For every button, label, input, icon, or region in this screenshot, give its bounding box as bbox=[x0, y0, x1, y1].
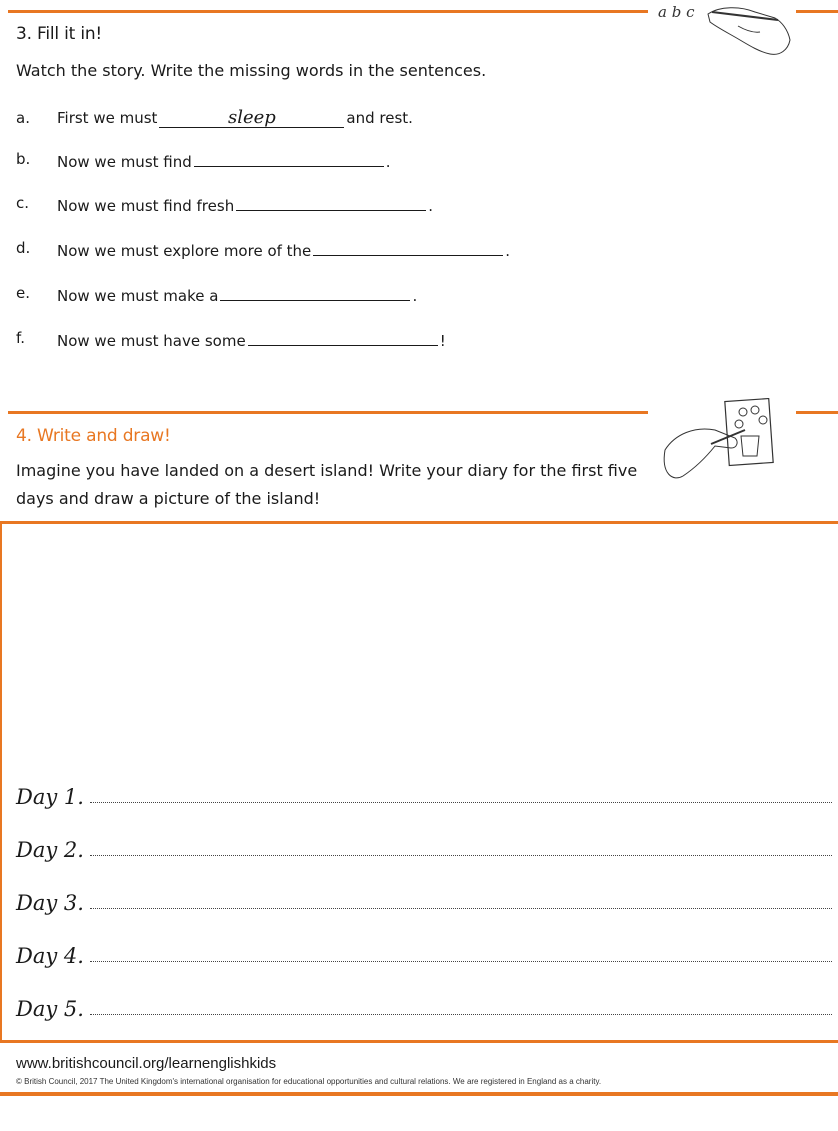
item-letter: b. bbox=[16, 150, 31, 168]
item-text-after: . bbox=[385, 153, 391, 171]
item-text-after: . bbox=[505, 242, 511, 260]
item-text-before: Now we must find bbox=[57, 153, 192, 171]
answer-blank-e[interactable] bbox=[220, 284, 410, 301]
item-letter: e. bbox=[16, 284, 30, 302]
diary-day-3-line[interactable] bbox=[90, 908, 832, 909]
item-text-after: . bbox=[412, 287, 418, 305]
section4-top-rule-right bbox=[796, 411, 838, 414]
item-text-before: First we must bbox=[57, 109, 158, 127]
section3-instruction: Watch the story. Write the missing words in the sentences. bbox=[16, 61, 487, 80]
item-text-after: . bbox=[428, 197, 433, 215]
item-text-after: and rest. bbox=[346, 109, 413, 127]
answer-blank-d[interactable] bbox=[313, 239, 503, 256]
section3-top-rule bbox=[8, 10, 648, 13]
section3-title: 3. Fill it in! bbox=[16, 24, 103, 44]
diary-day-4-line[interactable] bbox=[90, 961, 832, 962]
section4-instruction-line1: Imagine you have landed on a desert island! Write your diary for the first five bbox=[16, 461, 638, 480]
item-text-before: Now we must find fresh bbox=[57, 197, 235, 215]
item-text-before: Now we must have some bbox=[57, 332, 246, 350]
answer-blank-f[interactable] bbox=[248, 329, 438, 346]
item-text-before: Now we must explore more of the bbox=[57, 242, 312, 260]
item-text-before: Now we must make a bbox=[57, 287, 219, 305]
answer-blank-a[interactable]: sleep bbox=[159, 109, 344, 128]
section4-title: 4. Write and draw! bbox=[16, 426, 171, 446]
item-letter: d. bbox=[16, 239, 31, 257]
footer-bottom-bar bbox=[0, 1092, 838, 1096]
item-letter: f. bbox=[16, 329, 25, 347]
diary-day-2-line[interactable] bbox=[90, 855, 832, 856]
header-letters: a b c bbox=[658, 3, 695, 21]
hand-drawing-flowers-icon bbox=[655, 398, 785, 493]
answer-blank-b[interactable] bbox=[194, 150, 384, 167]
section4-instruction-line2: days and draw a picture of the island! bbox=[16, 489, 321, 508]
footer-url: www.britishcouncil.org/learnenglishkids bbox=[16, 1055, 277, 1072]
diary-day-1-line[interactable] bbox=[90, 802, 832, 803]
hand-writing-icon bbox=[650, 0, 800, 60]
drawing-area[interactable] bbox=[0, 521, 838, 1043]
diary-day-3-label: Day 3. bbox=[16, 891, 84, 915]
answer-blank-c[interactable] bbox=[236, 194, 426, 211]
diary-day-4-label: Day 4. bbox=[16, 944, 84, 968]
footer-copyright: © British Council, 2017 The United Kingdom's international organisation for educational opportunities and cultural relations. We are registered in England as a charity. bbox=[16, 1077, 602, 1086]
diary-day-5-line[interactable] bbox=[90, 1014, 832, 1015]
item-letter: c. bbox=[16, 194, 30, 212]
section4-top-rule bbox=[8, 411, 648, 414]
section3-top-rule-right bbox=[796, 10, 838, 13]
item-text-after: ! bbox=[439, 332, 446, 350]
diary-day-2-label: Day 2. bbox=[16, 838, 84, 862]
diary-day-1-label: Day 1. bbox=[16, 785, 84, 809]
item-letter: a. bbox=[16, 109, 30, 127]
diary-day-5-label: Day 5. bbox=[16, 997, 84, 1021]
